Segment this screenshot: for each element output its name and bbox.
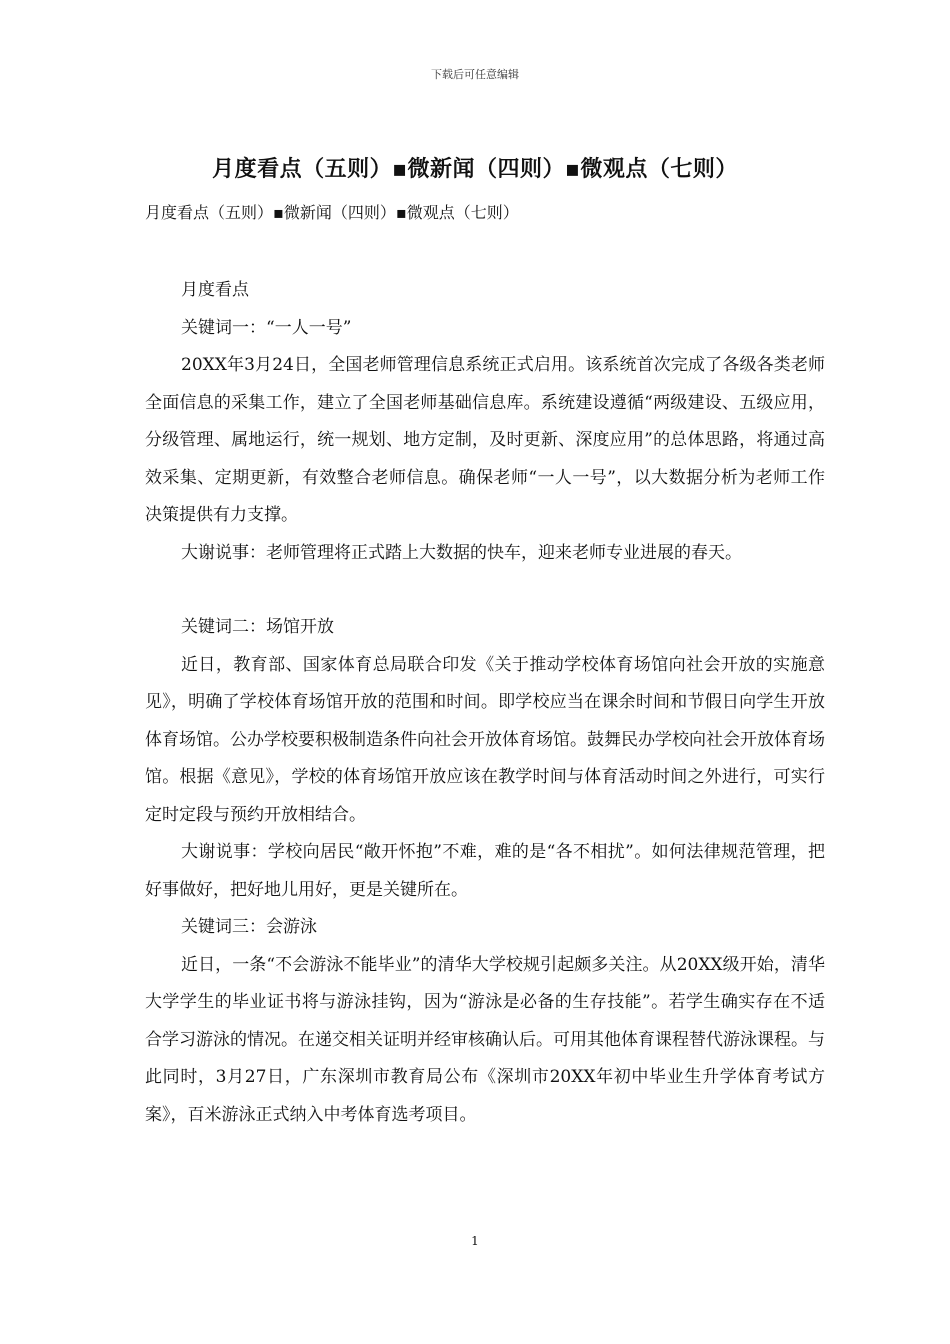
header-note: 下载后可任意编辑 <box>431 68 519 81</box>
keyword2-body: 近日，教育部、国家体育总局联合印发《关于推动学校体育场馆向社会开放的实施意见》，明确了学校体育场馆开放的范围和时间。即学校应当在课余时间和节假日向学生开放体育场馆。公办学校要积极制造条件向社会开放体育场馆。鼓舞民办学校向社会开放体育场馆。根据《意见》，学校的体育场馆开放应该在教学时间与体育活动时间之外进行，可实行定时定段与预约开放相结合。 <box>145 654 825 825</box>
document-subtitle: 月度看点（五则）▪微新闻（四则）▪微观点（七则） <box>145 203 519 222</box>
keyword2-heading: 关键词二：场馆开放 <box>181 617 334 637</box>
keyword2-comment: 大谢说事：学校向居民“敞开怀抱”不难，难的是“各不相扰”。如何法律规范管理，把好事做好，把好地儿用好，更是关键所在。 <box>145 842 825 900</box>
keyword1-body: 20XX年3月24日，全国老师管理信息系统正式启用。该系统首次完成了各级各类老师全面信息的采集工作，建立了全国老师基础信息库。系统建设遵循“两级建设、五级应用，分级管理、属地运行，统一规划、地方定制，及时更新、深度应用”的总体思路，将通过高效采集、定期更新，有效整合老师信息。确保老师“一人一号”，以大数据分析为老师工作决策提供有力支撑。 <box>145 355 825 525</box>
document-body <box>145 272 825 1134</box>
section-heading: 月度看点 <box>181 280 249 300</box>
keyword1-comment: 大谢说事：老师管理将正式踏上大数据的快车，迎来老师专业进展的春天。 <box>181 542 742 563</box>
paragraph-gap <box>145 572 825 609</box>
document-title: 月度看点（五则）▪微新闻（四则）▪微观点（七则） <box>212 156 738 182</box>
page-number: 1 <box>471 1234 479 1248</box>
keyword3-body: 近日，一条“不会游泳不能毕业”的清华大学校规引起颇多关注。从20XX级开始，清华大学学生的毕业证书将与游泳挂钩，因为“游泳是必备的生存技能”。若学生确实存在不适合学习游泳的情况。在递交相关证明并经审核确认后。可用其他体育课程替代游泳课程。与此同时，3月27日，广东深圳市教育局公布《深圳市20XX年初中毕业生升学体育考试方案》，百米游泳正式纳入中考体育选考项目。 <box>145 954 825 1125</box>
keyword1-heading: 关键词一：“一人一号” <box>181 317 352 338</box>
keyword3-heading: 关键词三：会游泳 <box>181 917 317 937</box>
